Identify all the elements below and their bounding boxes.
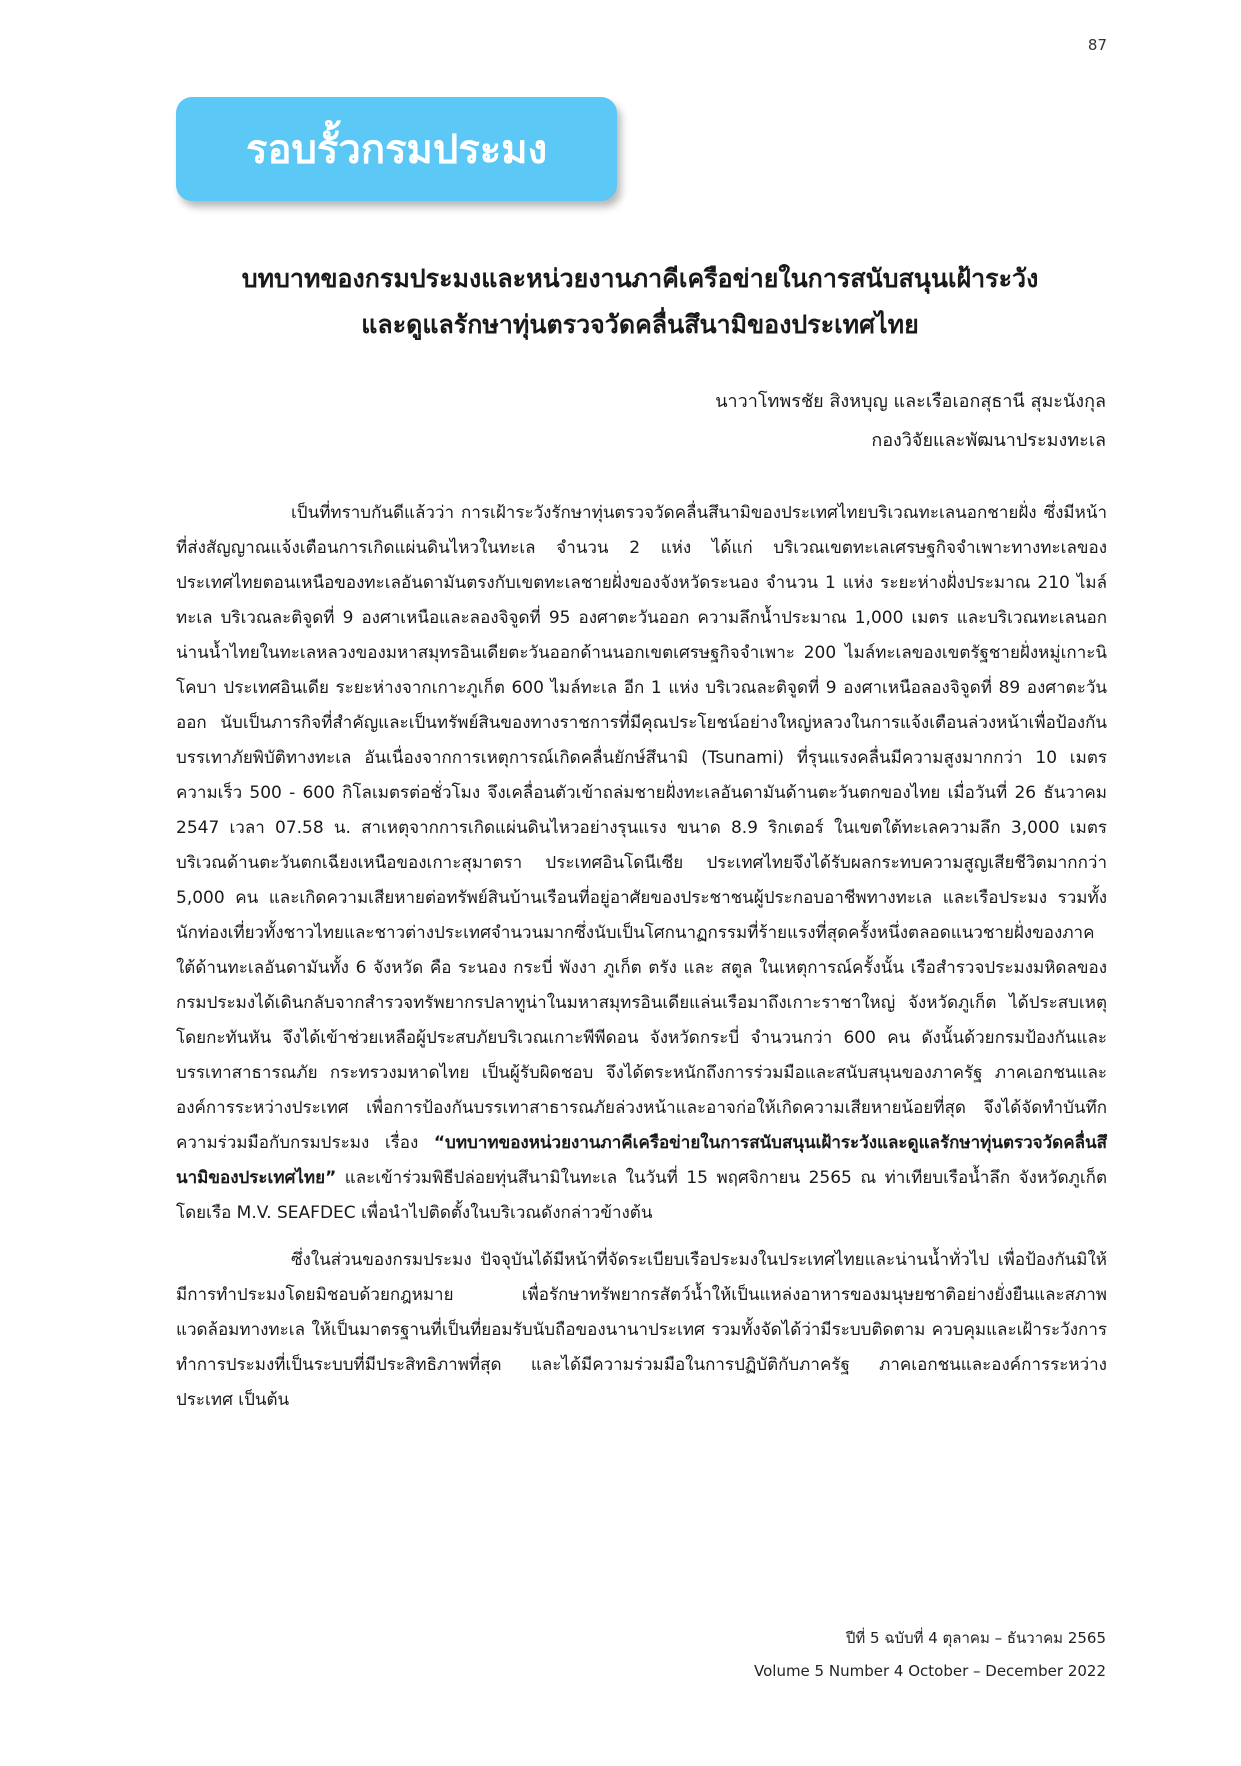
author-affiliation: กองวิจัยและพัฒนาประมงทะเล <box>871 430 1106 451</box>
article-title-line-1: บทบาทของกรมประมงและหน่วยงานภาคีเครือข่ายในการสนับสนุนเฝ้าระวัง <box>241 264 1039 293</box>
author-block <box>715 382 1106 460</box>
article-title <box>160 256 1120 348</box>
article-title-line-2: และดูแลรักษาทุ่นตรวจวัดคลื่นสึนามิของประเทศไทย <box>361 310 919 339</box>
author-names: นาวาโทพรชัย สิงหบุญ และเรือเอกสุธานี สุมะนังกุล <box>715 391 1106 412</box>
section-banner <box>176 97 617 201</box>
issue-footer <box>754 1622 1106 1688</box>
mou-title-emphasis: “บทบาทของหน่วยงานภาคีเครือข่ายในการสนับสนุนเฝ้าระวังและดูแลรักษาทุ่นตรวจวัดคลื่นสึนามิของประเทศไทย” <box>176 1133 1107 1188</box>
body-paragraph-1 <box>176 496 1107 1231</box>
body-paragraph-2: ซึ่งในส่วนของกรมประมง ปัจจุบันได้มีหน้าที่จัดระเบียบเรือประมงในประเทศไทยและน่านน้ำทั่วไป เพื่อป้องกันมิให้มีการทำประมงโดยมิชอบด้วยกฎหมาย เพื่อรักษาทรัพยากรสัตว์น้ำให้เป็นแหล่งอาหารของมนุษยชาติอย่างยั่งยืนและสภาพแวดล้อมทางทะเล ให้เป็นมาตรฐานที่เป็นที่ยอมรับนับถือของนานาประเทศ รวมทั้งจัดได้ว่ามีระบบติดตาม ควบคุมและเฝ้าระวังการทำการประมงที่เป็นระบบที่มีประสิทธิภาพที่สุด และได้มีความร่วมมือในการปฏิบัติกับภาครัฐ ภาคเอกชนและองค์การระหว่างประเทศ เป็นต้น <box>176 1250 1107 1410</box>
paragraph-1-text: เป็นที่ทราบกันดีแล้วว่า การเฝ้าระวังรักษาทุ่นตรวจวัดคลื่นสึนามิของประเทศไทยบริเวณทะเลนอกชายฝั่ง ซึ่งมีหน้าที่ส่งสัญญาณแจ้งเตือนการเกิดแผ่นดินไหวในทะเล จำนวน 2 แห่ง ได้แก่ บริเวณเขตทะเลเศรษฐกิจจำเพาะทางทะเลของประเทศไทยตอนเหนือของทะเลอันดามันตรงกับเขตทะเลชายฝั่งของจังหวัดระนอง จำนวน 1 แห่ง ระยะห่างฝั่งประมาณ 210 ไมล์ทะเล บริเวณละติจูดที่ 9 องศาเหนือและลองจิจูดที่ 95 องศาตะวันออก ความลึกน้ำประมาณ 1,000 เมตร และบริเวณทะเลนอกน่านน้ำไทยในทะเลหลวงของมหาสมุทรอินเดียตะวันออกด้านนอกเขตเศรษฐกิจจำเพาะ 200 ไมล์ทะเลของเขตรัฐชายฝั่งหมู่เกาะนิโคบา ประเทศอินเดีย ระยะห่างจากเกาะภูเก็ต 600 ไมล์ทะเล อีก 1 แห่ง บริเวณละติจูดที่ 9 องศาเหนือลองจิจูดที่ 89 องศาตะวันออก นับเป็นภารกิจที่สำคัญและเป็นทรัพย์สินของทางราชการที่มีคุณประโยชน์อย่างใหญ่หลวงในการแจ้งเตือนล่วงหน้าเพื่อป้องกันบรรเทาภัยพิบัติทางทะเล อันเนื่องจากการเหตุการณ์เกิดคลื่นยักษ์สึนามิ (Tsunami) ที่รุนแรงคลื่นมีความสูงมากกว่า 10 เมตร ความเร็ว 500 - 600 กิโลเมตรต่อชั่วโมง จึงเคลื่อนตัวเข้าถล่มชายฝั่งทะเลอันดามันด้านตะวันตกของไทย เมื่อวันที่ 26 ธันวาคม 2547 เวลา 07.58 น. สาเหตุจากการเกิดแผ่นดินไหวอย่างรุนแรง ขนาด 8.9 ริกเตอร์ ในเขตใต้ทะเลความลึก 3,000 เมตร บริเวณด้านตะวันตกเฉียงเหนือของเกาะสุมาตรา ประเทศอินโดนีเซีย ประเทศไทยจึงได้รับผลกระทบความสูญเสียชีวิตมากกว่า 5,000 คน และเกิดความเสียหายต่อทรัพย์สินบ้านเรือนที่อยู่อาศัยของประชาชนผู้ประกอบอาชีพทางทะเล และเรือประมง รวมทั้งนักท่องเที่ยวทั้งชาวไทยและชาวต่างประเทศจำนวนมากซึ่งนับเป็นโศกนาฏกรรมที่ร้ายแรงที่สุดครั้งหนึ่งตลอดแนวชายฝั่งของภาคใต้ด้านทะเลอันดามันทั้ง 6 จังหวัด คือ ระนอง กระบี่ พังงา ภูเก็ต ตรัง และ สตูล ในเหตุการณ์ครั้งนั้น เรือสำรวจประมงมหิดลของกรมประมงได้เดินกลับจากสำรวจทรัพยากรปลาทูน่าในมหาสมุทรอินเดียแล่นเรือมาถึงเกาะราชาใหญ่ จังหวัดภูเก็ต ได้ประสบเหตุโดยกะทันหัน จึงได้เข้าช่วยเหลือผู้ประสบภัยบริเวณเกาะพีพีดอน จังหวัดกระบี่ จำนวนกว่า 600 คน ดังนั้นด้วยกรมป้องกันและบรรเทาสาธารณภัย กระทรวงมหาดไทย เป็นผู้รับผิดชอบ จึงได้ตระหนักถึงการร่วมมือและสนับสนุนของภาครัฐ ภาคเอกชนและองค์การระหว่างประเทศ เพื่อการป้องกันบรรเทาสาธารณภัยล่วงหน้าและอาจก่อให้เกิดความเสียหายน้อยที่สุด จึงได้จัดทำบันทึกความร่วมมือกับกรมประมง เรื่อง <box>176 503 1107 1153</box>
issue-info-thai: ปีที่ 5 ฉบับที่ 4 ตุลาคม – ธันวาคม 2565 <box>845 1629 1106 1647</box>
page-number: 87 <box>1087 36 1107 54</box>
article-body <box>176 496 1107 1418</box>
issue-info-english: Volume 5 Number 4 October – December 2022 <box>754 1662 1106 1680</box>
section-banner-label: รอบรั้วกรมประมง <box>246 127 548 173</box>
paragraph-1-closing-text: และเข้าร่วมพิธีปล่อยทุ่นสึนามิในทะเล ในวันที่ 15 พฤศจิกายน 2565 ณ ท่าเทียบเรือน้ำลึก จังหวัดภูเก็ต โดยเรือ M.V. SEAFDEC เพื่อนำไปติดตั้งในบริเวณดังกล่าวข้างต้น <box>176 1168 1107 1223</box>
